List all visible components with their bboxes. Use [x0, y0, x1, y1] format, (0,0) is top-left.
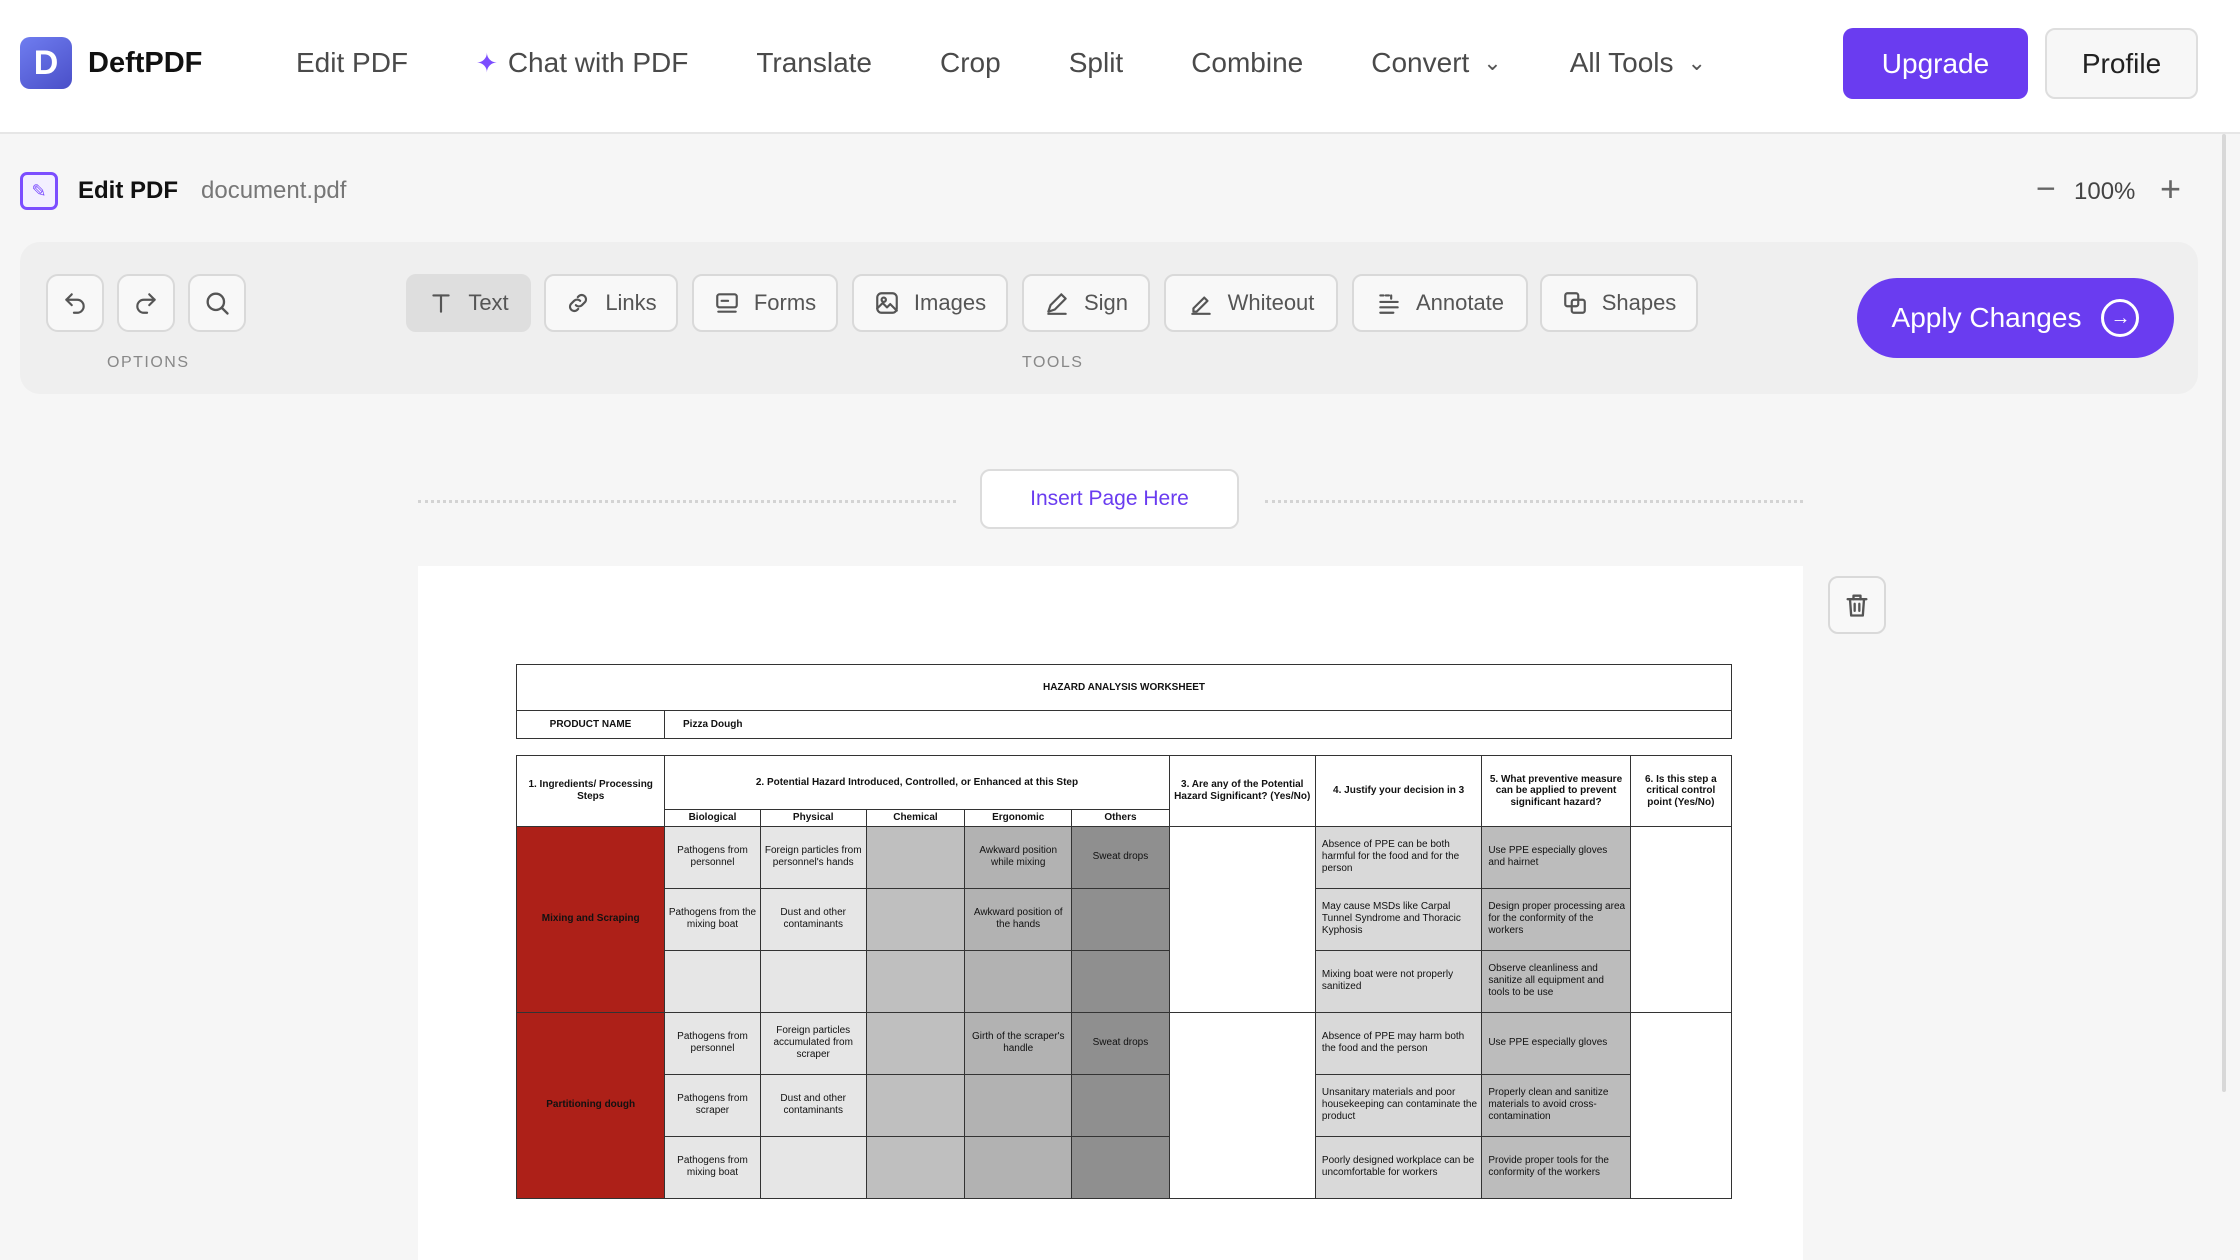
- product-name-value: Pizza Dough: [665, 711, 1732, 739]
- cell-others: Sweat drops: [1072, 826, 1169, 888]
- undo-button[interactable]: [46, 274, 104, 332]
- cell-preventive: Design proper processing area for the conformity of the workers: [1482, 888, 1630, 950]
- annotate-icon: [1376, 290, 1402, 316]
- cell-others: [1072, 1136, 1169, 1198]
- page-title: Edit PDF: [78, 177, 178, 204]
- zoom-in-button[interactable]: +: [2160, 168, 2182, 209]
- nav-combine[interactable]: [1191, 47, 1303, 79]
- apply-changes-label: Apply Changes: [1891, 302, 2082, 333]
- pdf-page[interactable]: [418, 566, 1803, 1260]
- cell-preventive: Use PPE especially gloves: [1482, 1012, 1630, 1074]
- upgrade-button[interactable]: Upgrade: [1843, 28, 2028, 99]
- search-button[interactable]: [188, 274, 246, 332]
- tool-shapes[interactable]: [1540, 274, 1698, 332]
- brand-name: DeftPDF: [88, 46, 203, 79]
- nav-split[interactable]: [1069, 47, 1123, 79]
- eraser-icon: [1188, 290, 1214, 316]
- nav-label: Chat with PDF: [507, 47, 689, 78]
- profile-button[interactable]: Profile: [2045, 28, 2198, 99]
- cell-preventive: Use PPE especially gloves and hairnet: [1482, 826, 1630, 888]
- cell-ccp: [1630, 826, 1731, 1012]
- signature-pen-icon: [1044, 290, 1070, 316]
- step-partitioning-dough: Partitioning dough: [517, 1012, 665, 1198]
- nav-all-tools-dropdown[interactable]: [1570, 47, 1706, 79]
- link-icon: [565, 290, 591, 316]
- tool-label: Text: [468, 290, 509, 315]
- cell-justify: Unsanitary materials and poor housekeeping can contaminate the product: [1315, 1074, 1481, 1136]
- table-row: [517, 1136, 1732, 1198]
- cell-justify: Mixing boat were not properly sanitized: [1315, 950, 1481, 1012]
- cell-ergonomic: [965, 1136, 1072, 1198]
- logo-icon: D: [20, 37, 72, 89]
- nav-translate[interactable]: [756, 47, 872, 79]
- tool-forms[interactable]: [692, 274, 838, 332]
- cell-chemical: [866, 888, 964, 950]
- cell-ergonomic: Awkward position while mixing: [965, 826, 1072, 888]
- header-significant: 3. Are any of the Potential Hazard Significant? (Yes/No): [1169, 756, 1315, 827]
- cell-justify: Absence of PPE may harm both the food and the person: [1315, 1012, 1481, 1074]
- tool-label: Images: [913, 290, 987, 315]
- tool-text[interactable]: [406, 274, 531, 332]
- editor-toolbar: [20, 242, 2198, 394]
- cell-others: [1072, 950, 1169, 1012]
- cell-ergonomic: Girth of the scraper's handle: [965, 1012, 1072, 1074]
- nav-label: Convert: [1371, 47, 1470, 78]
- cell-ergonomic: Awkward position of the hands: [965, 888, 1072, 950]
- tool-label: Forms: [753, 290, 817, 315]
- redo-icon: [133, 290, 159, 316]
- nav-crop[interactable]: [940, 47, 1001, 79]
- tool-links[interactable]: [544, 274, 678, 332]
- cell-biological: Pathogens from personnel: [665, 1012, 760, 1074]
- forms-icon: [714, 290, 740, 316]
- cell-others: [1072, 888, 1169, 950]
- cell-chemical: [866, 1136, 964, 1198]
- top-navigation: [0, 0, 2240, 134]
- tool-label: Whiteout: [1227, 290, 1315, 315]
- nav-edit-pdf[interactable]: [296, 47, 408, 79]
- cell-significant: [1169, 826, 1315, 1012]
- subheader-biological: Biological: [665, 810, 760, 827]
- main-nav: [296, 0, 1774, 126]
- shapes-icon: [1562, 290, 1588, 316]
- nav-label: Edit PDF: [296, 47, 409, 78]
- header-preventive: 5. What preventive measure can be applied to prevent significant hazard?: [1482, 756, 1630, 827]
- zoom-level: 100%: [2074, 178, 2136, 205]
- zoom-out-button[interactable]: −: [2036, 170, 2056, 208]
- cell-biological: [665, 950, 760, 1012]
- cell-preventive: Observe cleanliness and sanitize all equipment and tools to be use: [1482, 950, 1630, 1012]
- cell-ergonomic: [965, 950, 1072, 1012]
- cell-physical: Foreign particles accumulated from scraper: [760, 1012, 866, 1074]
- text-icon: [428, 290, 454, 316]
- nav-convert-dropdown[interactable]: [1371, 47, 1501, 79]
- worksheet-header-table: [516, 664, 1732, 739]
- cell-physical: Foreign particles from personnel's hands: [760, 826, 866, 888]
- product-name-label: PRODUCT NAME: [517, 711, 665, 739]
- cell-preventive: Provide proper tools for the conformity of the workers: [1482, 1136, 1630, 1198]
- delete-page-button[interactable]: [1828, 576, 1886, 634]
- tool-label: Links: [605, 290, 657, 315]
- worksheet-title: HAZARD ANALYSIS WORKSHEET: [517, 665, 1732, 711]
- cell-ergonomic: [965, 1074, 1072, 1136]
- cell-justify: Poorly designed workplace can be uncomfortable for workers: [1315, 1136, 1481, 1198]
- undo-icon: [62, 290, 88, 316]
- subheader-chemical: Chemical: [866, 810, 964, 827]
- cell-chemical: [866, 1012, 964, 1074]
- table-row: [517, 1074, 1732, 1136]
- hazard-analysis-table: [516, 755, 1732, 1199]
- header-hazards: 2. Potential Hazard Introduced, Controlled, or Enhanced at this Step: [665, 756, 1169, 810]
- tool-label: Annotate: [1415, 290, 1505, 315]
- cell-physical: [760, 1136, 866, 1198]
- cell-ccp: [1630, 1012, 1731, 1198]
- cell-chemical: [866, 1074, 964, 1136]
- vertical-scrollbar[interactable]: [2222, 134, 2226, 1092]
- tool-label: Sign: [1083, 290, 1129, 315]
- nav-label: Combine: [1191, 47, 1304, 78]
- insert-page-button[interactable]: Insert Page Here: [980, 469, 1239, 529]
- tool-images[interactable]: [852, 274, 1008, 332]
- hazard-worksheet: [516, 664, 1732, 1199]
- sparkle-icon: ✦: [476, 47, 498, 78]
- cell-preventive: Properly clean and sanitize materials to avoid cross-contamination: [1482, 1074, 1630, 1136]
- header-justify: 4. Justify your decision in 3: [1315, 756, 1481, 827]
- header-steps: 1. Ingredients/ Processing Steps: [517, 756, 665, 827]
- subheader-ergonomic: Ergonomic: [965, 810, 1072, 827]
- tool-sign[interactable]: [1022, 274, 1150, 332]
- cell-physical: [760, 950, 866, 1012]
- chevron-down-icon: ⌄: [1483, 50, 1502, 75]
- cell-justify: May cause MSDs like Carpal Tunnel Syndrome and Thoracic Kyphosis: [1315, 888, 1481, 950]
- cell-chemical: [866, 950, 964, 1012]
- chevron-down-icon: ⌄: [1687, 50, 1706, 75]
- image-icon: [874, 290, 900, 316]
- step-mixing-scraping: Mixing and Scraping: [517, 826, 665, 1012]
- subheader-physical: Physical: [760, 810, 866, 827]
- apply-changes-button[interactable]: [1857, 278, 2174, 358]
- cell-biological: Pathogens from the mixing boat: [665, 888, 760, 950]
- tools-label: TOOLS: [1022, 354, 1084, 371]
- options-label: OPTIONS: [107, 354, 190, 371]
- edit-pdf-icon: ✎: [20, 172, 58, 210]
- cell-physical: Dust and other contaminants: [760, 888, 866, 950]
- cell-others: Sweat drops: [1072, 1012, 1169, 1074]
- table-row: [517, 826, 1732, 888]
- subheader-others: Others: [1072, 810, 1169, 827]
- cell-biological: Pathogens from scraper: [665, 1074, 760, 1136]
- nav-label: All Tools: [1569, 47, 1674, 78]
- table-row: [517, 1012, 1732, 1074]
- cell-biological: Pathogens from mixing boat: [665, 1136, 760, 1198]
- cell-others: [1072, 1074, 1169, 1136]
- arrow-right-circle-icon: →: [2101, 299, 2139, 337]
- cell-justify: Absence of PPE can be both harmful for the food and for the person: [1315, 826, 1481, 888]
- brand-logo[interactable]: [20, 37, 202, 89]
- nav-label: Translate: [756, 47, 873, 78]
- tool-annotate[interactable]: [1352, 274, 1528, 332]
- header-ccp: 6. Is this step a critical control point (Yes/No): [1630, 756, 1731, 827]
- tool-whiteout[interactable]: [1164, 274, 1338, 332]
- insert-divider-left: [418, 500, 956, 503]
- trash-icon: [1843, 591, 1871, 619]
- document-header: [0, 134, 2220, 248]
- cell-biological: Pathogens from personnel: [665, 826, 760, 888]
- cell-significant: [1169, 1012, 1315, 1198]
- insert-divider-right: [1265, 500, 1803, 503]
- nav-label: Split: [1068, 47, 1124, 78]
- document-filename: document.pdf: [201, 177, 347, 204]
- nav-label: Crop: [940, 47, 1001, 78]
- tool-label: Shapes: [1601, 290, 1677, 315]
- search-icon: [203, 289, 231, 317]
- cell-physical: Dust and other contaminants: [760, 1074, 866, 1136]
- cell-chemical: [866, 826, 964, 888]
- redo-button[interactable]: [117, 274, 175, 332]
- table-row: [517, 950, 1732, 1012]
- nav-chat-with-pdf[interactable]: [476, 47, 688, 79]
- table-row: [517, 888, 1732, 950]
